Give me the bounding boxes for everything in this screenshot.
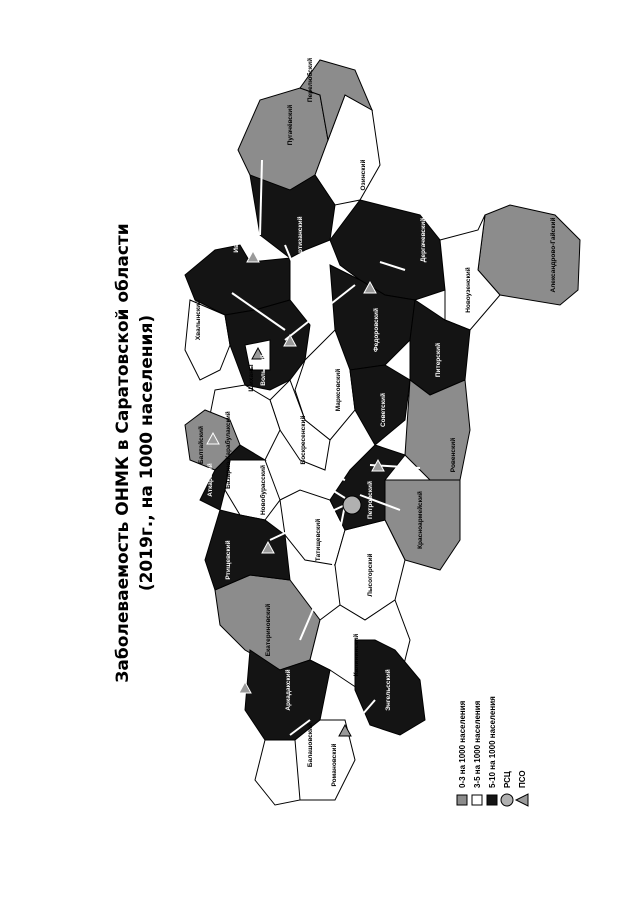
legend-item (501, 771, 513, 806)
district-label: Энгельсский (385, 669, 392, 711)
pso-triangle-icon (247, 251, 259, 262)
district-label: Татищевский (315, 518, 322, 562)
district-label: Екатериновский (265, 603, 272, 657)
district-label: Новоузенский (465, 267, 472, 313)
district-label: Ивантеевский (233, 207, 240, 253)
district-label: Базарно-Карабулакский (225, 411, 232, 489)
legend-label: РСЦ (503, 771, 512, 788)
district-label: Питерский (435, 342, 442, 378)
district-label: Пугачёвский (287, 104, 294, 146)
district-label: Романовский (331, 743, 338, 787)
district-label: Красноармейский (417, 491, 424, 549)
district-label: Аркадакский (285, 669, 292, 711)
district-label: Дергачевский (420, 217, 427, 263)
district-label: Воскресенский (300, 415, 307, 465)
district-label: Калининский (353, 633, 360, 677)
legend-label: 3-5 на 1000 населения (473, 700, 482, 788)
district-label: Ртищевский (225, 540, 232, 580)
district-label: Марксовский (335, 368, 342, 412)
map-title: Заболеваемость ОНМК в Саратовской области (113, 223, 133, 683)
pso-triangle-icon (516, 794, 528, 806)
district-label: Советский (380, 392, 387, 428)
district-label: Балашовский (307, 722, 314, 768)
district-label: Ровенский (450, 437, 457, 473)
rsc-circle-icon (343, 496, 361, 514)
legend-item (472, 700, 482, 805)
legend-swatch (472, 795, 482, 805)
map-legend (457, 696, 528, 806)
legend-item (457, 700, 467, 805)
legend-label: 5-10 на 1000 населения (488, 696, 497, 788)
district-label: Федоровский (373, 308, 380, 352)
district-label: Перелюбский (307, 57, 314, 103)
legend-swatch (457, 795, 467, 805)
legend-item (487, 696, 497, 805)
district-label: Лысогорский (367, 553, 374, 597)
district-label: Краснопартизанский (297, 216, 304, 284)
district-label: Озинский (360, 159, 367, 191)
district-label: Александрово-Гайский (550, 217, 557, 293)
legend-label: 0-3 на 1000 населения (458, 700, 467, 788)
map-subtitle: (2019г., на 1000 населения) (137, 314, 157, 592)
legend-swatch (487, 795, 497, 805)
district-label: Аткарский (207, 463, 214, 497)
district-label: Новобурасский (260, 464, 267, 516)
rsc-circle-icon (501, 794, 513, 806)
district-region (238, 88, 328, 190)
district-label: Хвалынский (195, 299, 202, 341)
legend-item (516, 770, 528, 806)
district-label: Вольский (260, 354, 267, 386)
legend-label: ПСО (518, 770, 527, 788)
district-label: Балтайский (198, 425, 205, 465)
district-region (405, 380, 470, 480)
district-label: Шиханы (248, 364, 255, 392)
district-region (225, 460, 280, 520)
district-label: Петровский (367, 480, 374, 520)
